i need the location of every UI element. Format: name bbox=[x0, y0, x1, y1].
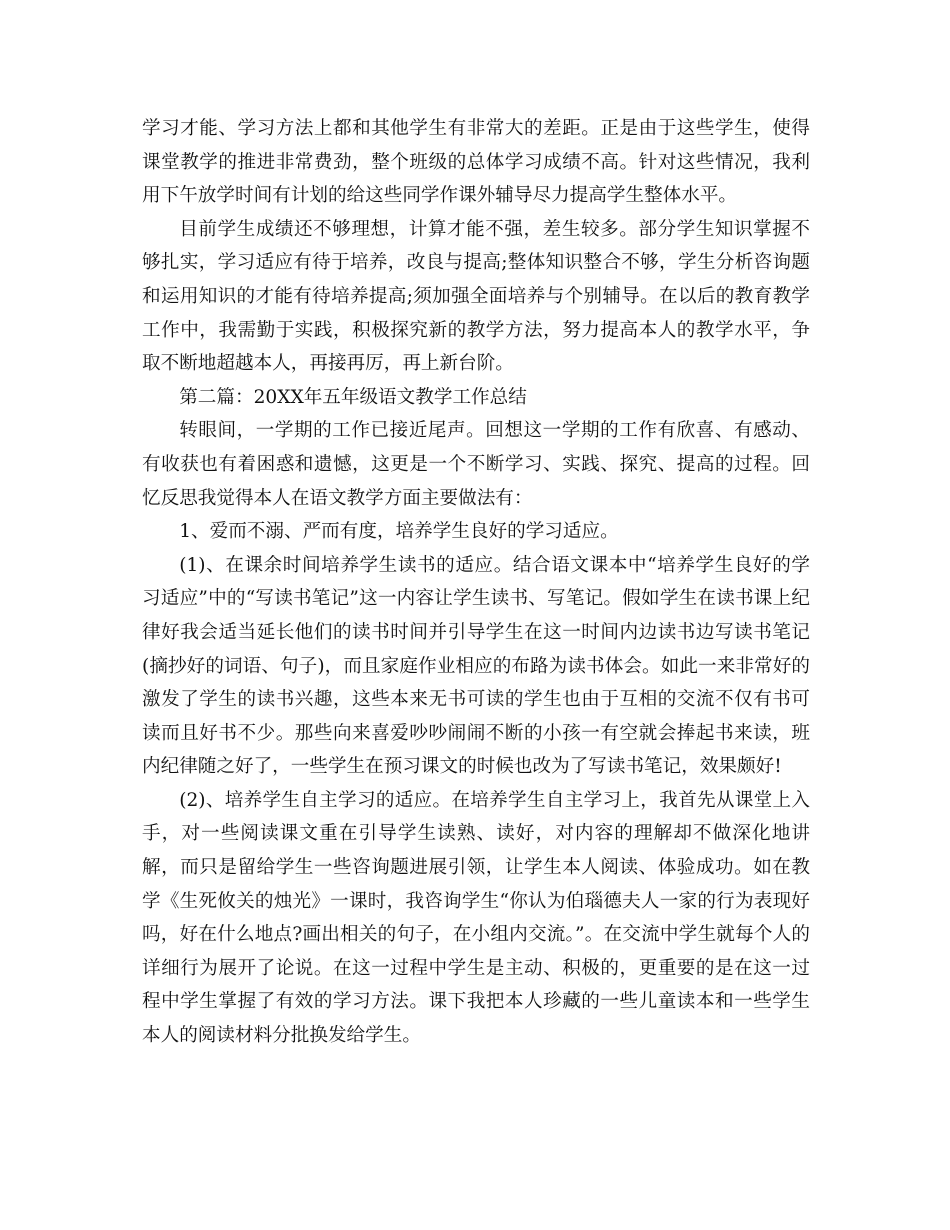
paragraph-continuation: 学习才能、学习方法上都和其他学生有非常大的差距。正是由于这些学生，使得课堂教学的推进非常费劲，整个班级的总体学习成绩不高。针对这些情况，我利用下午放学时间有计划的给这些同学作课外辅导尽力提高学生整体水平。 bbox=[142, 118, 810, 207]
list-item-1: 1、爱而不溺、严而有度，培养学生良好的学习适应。 bbox=[179, 521, 619, 543]
document-body bbox=[142, 112, 810, 1053]
paragraph-intro: 转眼间，一学期的工作已接近尾声。回想这一学期的工作有欣喜、有感动、有收获也有着困惑和遗憾，这更是一个不断学习、实践、探究、提高的过程。回忆反思我觉得本人在语文教学方面主要做法有： bbox=[142, 420, 810, 509]
sub-item-1: (1)、在课余时间培养学生读书的适应。结合语文课本中“培养学生良好的学习适应”中的“写读书笔记”这一内容让学生读书、写笔记。假如学生在读书课上纪律好我会适当延长他们的读书时间并引导学生在这一时间内边读书边写读书笔记(摘抄好的词语、句子)，而且家庭作业相应的布路为读书体会。如此一来非常好的激发了学生的读书兴趣，这些本来无书可读的学生也由于互相的交流不仅有书可读而且好书不少。那些向来喜爱吵吵闹闹不断的小孩一有空就会捧起书来读，班内纪律随之好了，一些学生在预习课文的时候也改为了写读书笔记，效果颇好! bbox=[142, 554, 810, 778]
section-heading: 第二篇：20XX年五年级语文教学工作总结 bbox=[179, 386, 527, 408]
sub-item-2: (2)、培养学生自主学习的适应。在培养学生自主学习上，我首先从课堂上入手，对一些阅读课文重在引导学生读熟、读好，对内容的理解却不做深化地讲解，而只是留给学生一些咨询题进展引领，让学生本人阅读、体验成功。如在教学《生死攸关的烛光》一课时，我咨询学生“你认为伯瑙德夫人一家的行为表现好吗，好在什么地点?画出相关的句子，在小组内交流。”。在交流中学生就每个人的详细行为展开了论说。在这一过程中学生是主动、积极的，更重要的是在这一过程中学生掌握了有效的学习方法。课下我把本人珍藏的一些儿童读本和一些学生本人的阅读材料分批换发给学生。 bbox=[142, 789, 810, 1047]
paragraph-summary: 目前学生成绩还不够理想，计算才能不强，差生较多。部分学生知识掌握不够扎实，学习适应有待于培养，改良与提高;整体知识整合不够，学生分析咨询题和运用知识的才能有待培养提高;须加强全面培养与个别辅导。在以后的教育教学工作中，我需勤于实践，积极探究新的教学方法，努力提高本人的教学水平，争取不断地超越本人，再接再厉，再上新台阶。 bbox=[142, 218, 810, 375]
